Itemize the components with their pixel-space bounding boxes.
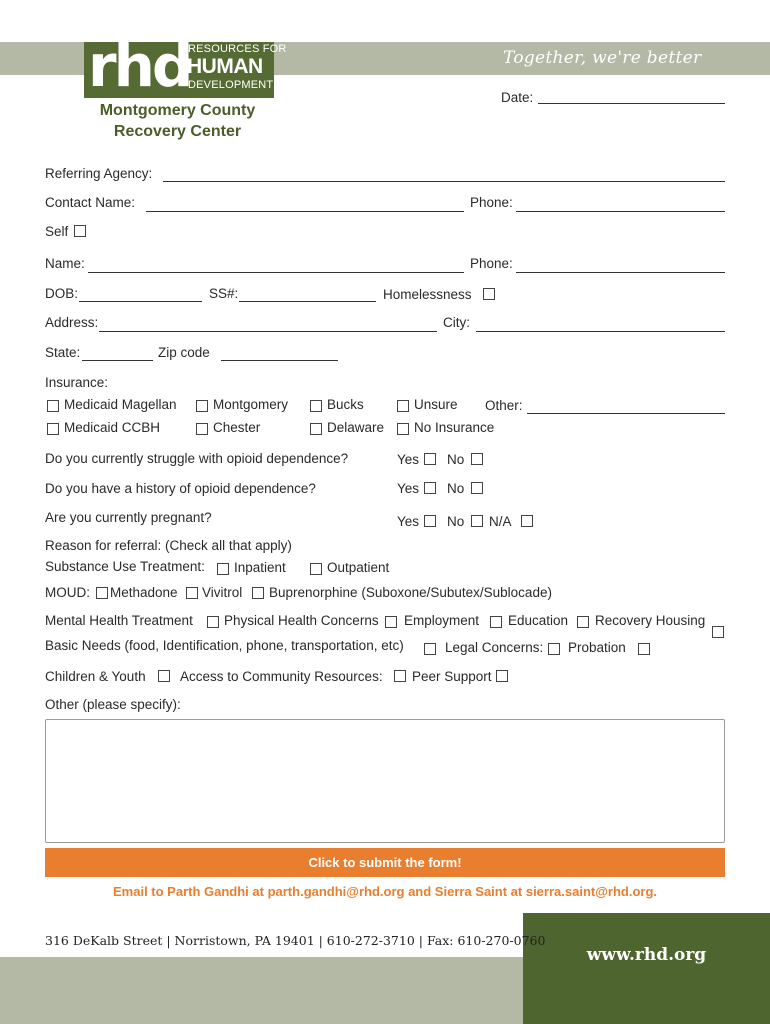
q1-no-label: No xyxy=(447,452,465,467)
medicaid-ccbh-checkbox[interactable] xyxy=(47,423,59,435)
question-opioid-history: Do you have a history of opioid dependence? xyxy=(45,481,316,496)
q3-no-checkbox[interactable] xyxy=(471,515,483,527)
outpatient-checkbox[interactable] xyxy=(310,563,322,575)
unsure-label: Unsure xyxy=(414,397,458,412)
children-youth-label: Children & Youth xyxy=(45,669,146,684)
medicaid-magellan-label: Medicaid Magellan xyxy=(64,397,177,412)
montgomery-checkbox[interactable] xyxy=(196,400,208,412)
homelessness-label: Homelessness xyxy=(383,287,472,302)
q2-no-label: No xyxy=(447,481,465,496)
delaware-label: Delaware xyxy=(327,420,385,435)
buprenorphine-label: Buprenorphine (Suboxone/Subutex/Sublocade) xyxy=(269,585,552,600)
contact-name-field[interactable] xyxy=(146,211,464,212)
chester-label: Chester xyxy=(213,420,261,435)
contact-phone-field[interactable] xyxy=(516,211,725,212)
phone-field[interactable] xyxy=(516,272,725,273)
name-label: Name: xyxy=(45,256,85,271)
q1-yes-checkbox[interactable] xyxy=(424,453,436,465)
name-field[interactable] xyxy=(88,272,464,273)
outpatient-label: Outpatient xyxy=(327,560,390,575)
montgomery-label: Montgomery xyxy=(213,397,289,412)
no-insurance-checkbox[interactable] xyxy=(397,423,409,435)
footer-url[interactable]: www.rhd.org xyxy=(586,945,707,965)
moud-label: MOUD: xyxy=(45,585,90,600)
legal-checkbox[interactable] xyxy=(548,643,560,655)
recovery-housing-label: Recovery Housing xyxy=(595,613,706,628)
q3-no-label: No xyxy=(447,514,465,529)
physical-health-checkbox[interactable] xyxy=(385,616,397,628)
insurance-label: Insurance: xyxy=(45,375,109,390)
submit-button[interactable]: Click to submit the form! xyxy=(45,848,725,877)
employment-label: Employment xyxy=(404,613,480,628)
community-checkbox[interactable] xyxy=(394,670,406,682)
self-checkbox[interactable] xyxy=(74,225,86,237)
dob-label: DOB: xyxy=(45,286,79,301)
medicaid-ccbh-label: Medicaid CCBH xyxy=(64,420,161,435)
q3-na-label: N/A xyxy=(489,514,512,529)
ss-label: SS#: xyxy=(209,286,239,301)
address-label: Address: xyxy=(45,315,99,330)
buprenorphine-checkbox[interactable] xyxy=(252,587,264,599)
vivitrol-checkbox[interactable] xyxy=(186,587,198,599)
homelessness-checkbox[interactable] xyxy=(483,288,495,300)
zip-label: Zip code xyxy=(158,345,210,360)
city-field[interactable] xyxy=(476,331,725,332)
q2-yes-label: Yes xyxy=(397,481,420,496)
medicaid-magellan-checkbox[interactable] xyxy=(47,400,59,412)
other-specify-textarea[interactable] xyxy=(45,719,725,843)
bucks-label: Bucks xyxy=(327,397,364,412)
q1-yes-label: Yes xyxy=(397,452,420,467)
reason-heading: Reason for referral: (Check all that apply) xyxy=(45,538,292,553)
tagline: Together, we're better xyxy=(503,48,702,68)
probation-checkbox[interactable] xyxy=(638,643,650,655)
unsure-checkbox[interactable] xyxy=(397,400,409,412)
methadone-checkbox[interactable] xyxy=(96,587,108,599)
q3-yes-label: Yes xyxy=(397,514,420,529)
logo-development: DEVELOPMENT xyxy=(188,79,274,91)
peer-support-checkbox[interactable] xyxy=(496,670,508,682)
chester-checkbox[interactable] xyxy=(196,423,208,435)
contact-name-label: Contact Name: xyxy=(45,195,136,210)
self-label: Self xyxy=(45,224,69,239)
city-label: City: xyxy=(443,315,470,330)
phone-label: Phone: xyxy=(470,256,513,271)
inpatient-label: Inpatient xyxy=(234,560,286,575)
basic-needs-label: Basic Needs (food, Identification, phone, transportation, etc) xyxy=(45,638,404,653)
bucks-checkbox[interactable] xyxy=(310,400,322,412)
logo-human: HUMAN xyxy=(187,55,263,78)
logo-resources-for: RESOURCES FOR xyxy=(188,43,287,55)
date-field[interactable] xyxy=(538,103,725,104)
basic-needs-checkbox[interactable] xyxy=(424,643,436,655)
probation-label: Probation xyxy=(568,640,626,655)
q1-no-checkbox[interactable] xyxy=(471,453,483,465)
contact-phone-label: Phone: xyxy=(470,195,513,210)
employment-checkbox[interactable] xyxy=(490,616,502,628)
question-pregnant: Are you currently pregnant? xyxy=(45,510,212,525)
insurance-other-field[interactable] xyxy=(527,413,725,414)
insurance-other-label: Other: xyxy=(485,398,523,413)
state-field[interactable] xyxy=(82,360,153,361)
q2-yes-checkbox[interactable] xyxy=(424,482,436,494)
physical-health-label: Physical Health Concerns xyxy=(224,613,379,628)
recovery-housing-checkbox[interactable] xyxy=(712,626,724,638)
state-label: State: xyxy=(45,345,81,360)
date-label: Date: xyxy=(501,90,534,105)
no-insurance-label: No Insurance xyxy=(414,420,495,435)
address-field[interactable] xyxy=(99,331,437,332)
sut-label: Substance Use Treatment: xyxy=(45,559,205,574)
question-opioid-current: Do you currently struggle with opioid dependence? xyxy=(45,451,349,466)
logo-rhd: rhd xyxy=(88,32,191,100)
vivitrol-label: Vivitrol xyxy=(202,585,243,600)
peer-support-label: Peer Support xyxy=(412,669,492,684)
center-name-line2: Recovery Center xyxy=(113,123,242,140)
q3-yes-checkbox[interactable] xyxy=(424,515,436,527)
dob-field[interactable] xyxy=(79,301,202,302)
footer-address: 316 DeKalb Street | Norristown, PA 19401 | 610-272-3710 | Fax: 610-270-0760 xyxy=(45,933,546,948)
education-checkbox[interactable] xyxy=(577,616,589,628)
q3-na-checkbox[interactable] xyxy=(521,515,533,527)
mental-health-checkbox[interactable] xyxy=(207,616,219,628)
referring-agency-field[interactable] xyxy=(163,181,725,182)
email-note: Email to Parth Gandhi at parth.gandhi@rhd.org and Sierra Saint at sierra.saint@rhd.org. xyxy=(113,884,657,899)
referring-agency-label: Referring Agency: xyxy=(45,166,153,181)
legal-label: Legal Concerns: xyxy=(445,640,544,655)
inpatient-checkbox[interactable] xyxy=(217,563,229,575)
methadone-label: Methadone xyxy=(110,585,178,600)
ss-field[interactable] xyxy=(239,301,376,302)
delaware-checkbox[interactable] xyxy=(310,423,322,435)
center-name-line1: Montgomery County xyxy=(99,102,256,119)
center-name xyxy=(60,100,295,142)
other-specify-label: Other (please specify): xyxy=(45,697,181,712)
mental-health-label: Mental Health Treatment xyxy=(45,613,193,628)
children-youth-checkbox[interactable] xyxy=(158,670,170,682)
zip-field[interactable] xyxy=(221,360,338,361)
education-label: Education xyxy=(508,613,569,628)
q2-no-checkbox[interactable] xyxy=(471,482,483,494)
community-label: Access to Community Resources: xyxy=(180,669,383,684)
footer-url-block xyxy=(523,913,770,1024)
